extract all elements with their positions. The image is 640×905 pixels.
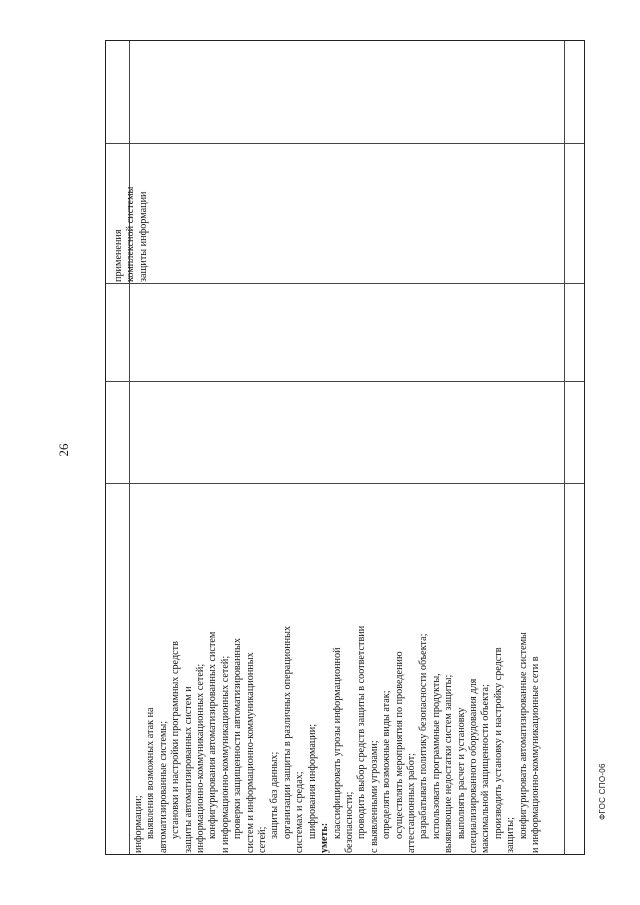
- text-line: информации;: [133, 795, 144, 853]
- text-line: выполнять расчет и установку: [455, 707, 467, 839]
- text-line: определять возможные виды атак;: [381, 690, 393, 839]
- text-line: выявляющие недостатки систем защиты;: [443, 674, 455, 853]
- text-line: классифицировать угрозы информационной: [331, 647, 343, 839]
- table-row-divider: [106, 283, 584, 284]
- text-line: конфигурировать автоматизированные системы: [517, 632, 529, 839]
- text-line: системах и средах;: [294, 771, 306, 853]
- text-line: безопасности;: [343, 791, 355, 853]
- text-line: осуществлять мероприятия по проведению: [393, 651, 405, 839]
- text-line: с выявленными угрозами;: [368, 740, 380, 853]
- text-line: шифрования информации;: [306, 723, 318, 839]
- text-line: и информационно-коммуникационные сети в: [530, 656, 541, 853]
- text-line: разрабатывать политику безопасности объекта;: [418, 633, 430, 839]
- text-line: применения: [113, 229, 124, 282]
- text-line: конфигурирования автоматизированных систем: [207, 631, 219, 839]
- table-row-divider: [106, 483, 584, 484]
- text-line: использовать программные продукты,: [430, 673, 442, 839]
- text-line: защиты;: [505, 817, 517, 853]
- text-line: выявления возможных атак на: [145, 707, 157, 839]
- table-column-divider: [564, 41, 565, 854]
- table-row-divider: [106, 143, 584, 144]
- text-line: автоматизированные системы;: [157, 720, 169, 853]
- text-line: проводить выбор средств защиты в соответствии: [356, 625, 368, 839]
- text-line: и информационно-коммуникационных сетей;: [219, 655, 231, 853]
- text-line: уметь:: [319, 822, 331, 853]
- table-row-divider: [106, 381, 584, 382]
- text-line: организации защиты в различных операционных: [281, 625, 293, 839]
- document-footer: ФГОС СПО-06: [598, 763, 607, 820]
- text-line: комплексной системы: [125, 186, 137, 282]
- text-line: максимальной защищенности объекта;: [480, 684, 492, 853]
- text-line: защиты информации: [137, 191, 149, 282]
- text-line: проверки защищенности автоматизированных: [232, 638, 244, 839]
- text-line: сетей;: [257, 826, 269, 853]
- knowledge-skills-cell: [133, 493, 542, 853]
- text-line: информационно-коммуникационных сетей;: [195, 663, 207, 853]
- text-line: специализированного оборудования для: [467, 678, 479, 853]
- text-line: защиты автоматизированных систем и: [182, 686, 194, 853]
- text-line: систем и информационно-коммуникационных: [244, 652, 256, 853]
- text-line: установки и настройки программных средств: [170, 641, 182, 839]
- text-line: производить установку и настройку средств: [492, 647, 504, 839]
- text-line: аттестационных работ;: [405, 753, 417, 853]
- text-line: защиты баз данных;: [269, 751, 281, 839]
- page-number: 26: [56, 443, 71, 457]
- practice-cell: [113, 132, 150, 282]
